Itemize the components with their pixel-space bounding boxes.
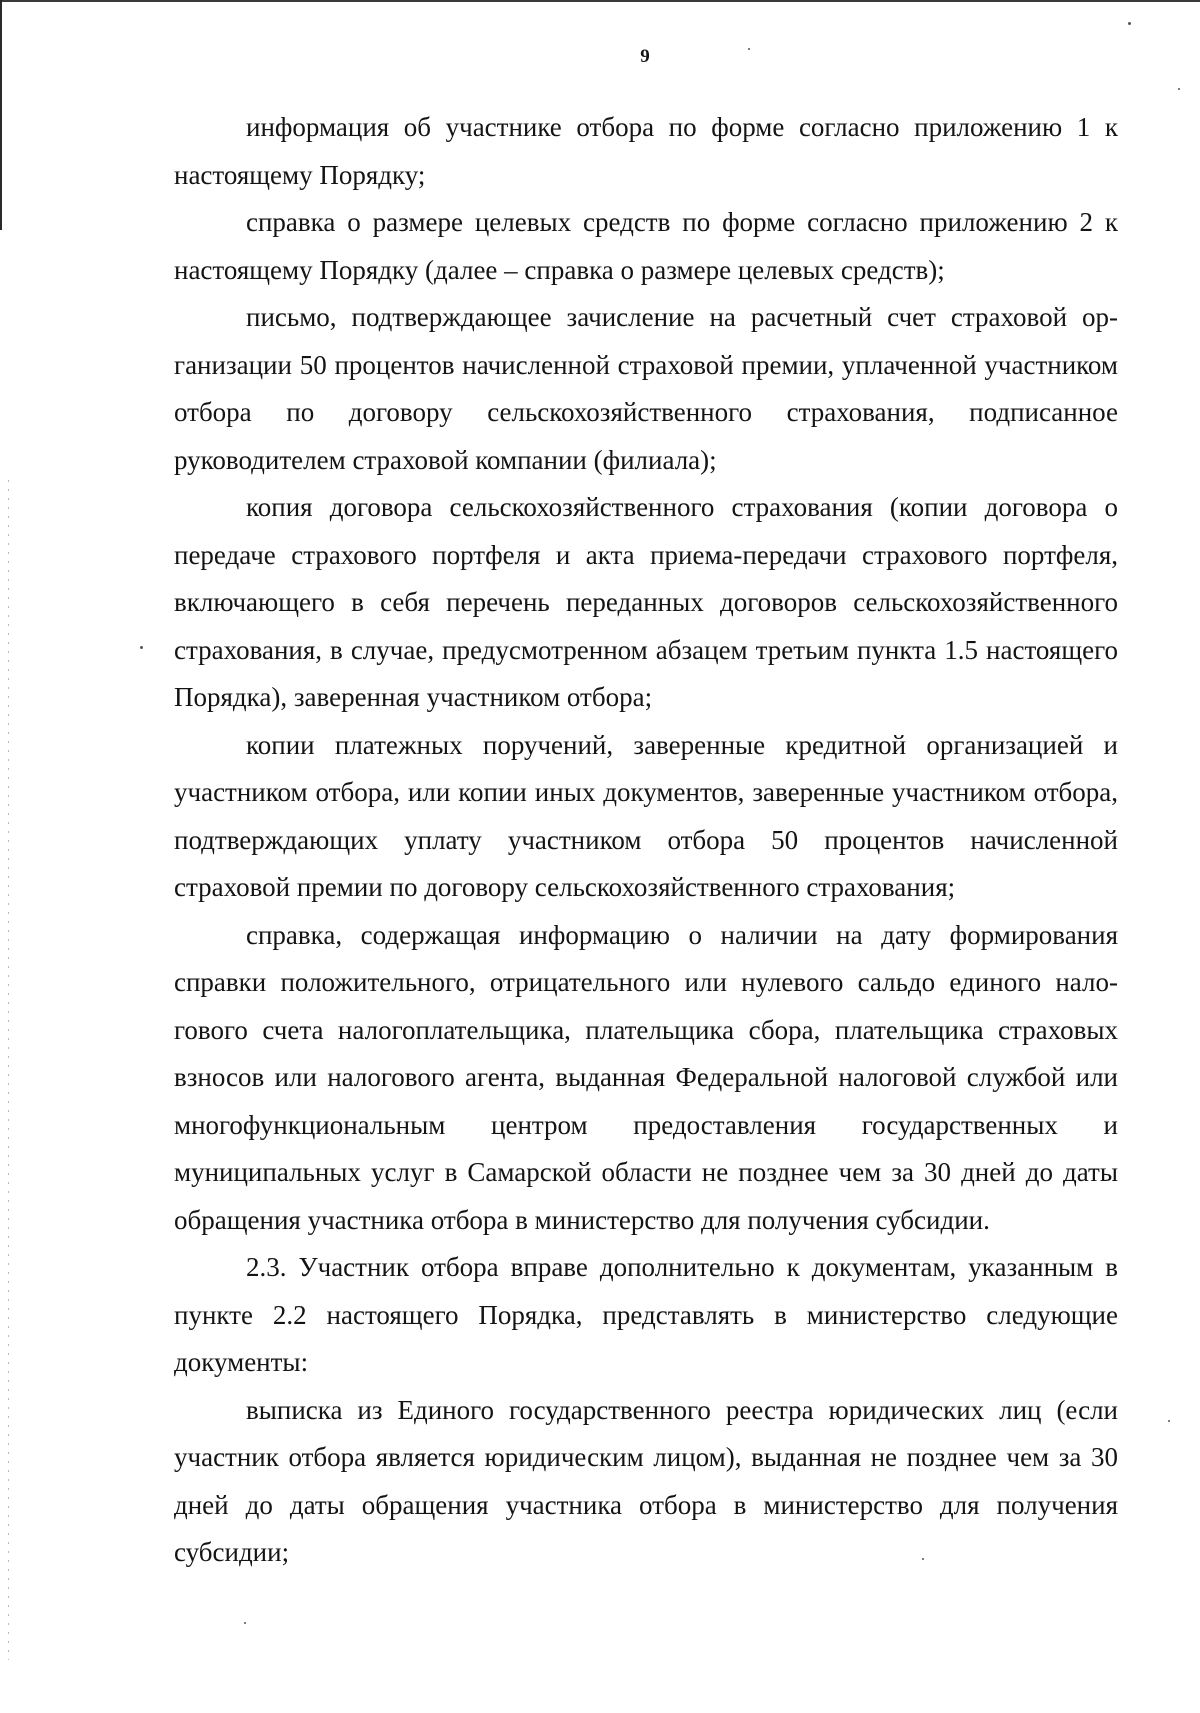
scan-speck: [748, 48, 750, 50]
paragraph: информация об участнике отбора по форме согласно приложению 1 к настоящему Порядку;: [174, 112, 1118, 190]
paragraph: 2.3. Участник отбора вправе дополнительно к документам, указанным в пункте 2.2 настоящего Порядка, представлять в министерство следующие документы:: [174, 1252, 1118, 1377]
paragraph: справка о размере целевых средств по форме согласно приложению 2 к настоящему Порядку (далее – справка о размере целевых средств);: [174, 207, 1118, 285]
scan-speck: [1128, 22, 1131, 25]
scan-speck: [1178, 88, 1180, 90]
scan-speck: [1168, 1420, 1170, 1422]
document-body: [174, 104, 1118, 1577]
paragraph: копия договора сельскохозяйственного страхования (копии договора о передаче страхового портфеля и акта приема-передачи страхового портфеля, включающего в себя перечень переданных договоров сельскохозяйственного страхования, в случае, предусмотренном абзацем третьим пункта 1.5 настоящего Порядка), заверенная участником отбора;: [174, 492, 1118, 712]
scan-left-border: [0, 0, 2, 230]
scan-speck: [922, 1558, 924, 1560]
scan-speck: [244, 1622, 246, 1624]
scan-edge-noise: [8, 480, 9, 1660]
paragraph: справка, содержащая информацию о наличии на дату формирования справки положительного, отрицательного или нулевого сальдо единого налогового счета налогоплательщика, плательщика сбора, плательщика страховых взносов или налогового агента, выданная Федеральной налоговой службой или многофункциональным центром предоставления государственных и муниципальных услуг в Самарской области не позднее чем за 30 дней до даты обращения участника отбора в министерство для получения субсидии.: [174, 919, 1118, 1235]
scan-top-border: [0, 0, 1200, 2]
scan-speck: [140, 646, 143, 649]
paragraph: выписка из Единого государственного реестра юридических лиц (если участник отбора является юридическим лицом), выданная не позднее чем за 30 дней до даты обращения участника отбора в министерство для получения субсидии;: [174, 1394, 1118, 1567]
paragraph: письмо, подтверждающее зачисление на расчетный счет страховой организации 50 процентов начисленной страховой премии, уплаченной участником отбора по договору сельскохозяйственного страхования, подписанное руководителем страховой компании (филиала);: [174, 302, 1118, 475]
paragraph: копии платежных поручений, заверенные кредитной организацией и участником отбора, или копии иных документов, заверенные участником отбора, подтверждающих уплату участником отбора 50 процентов начисленной страховой премии по договору сельскохозяйственного страхования;: [174, 729, 1118, 902]
page-number: 9: [640, 46, 650, 67]
